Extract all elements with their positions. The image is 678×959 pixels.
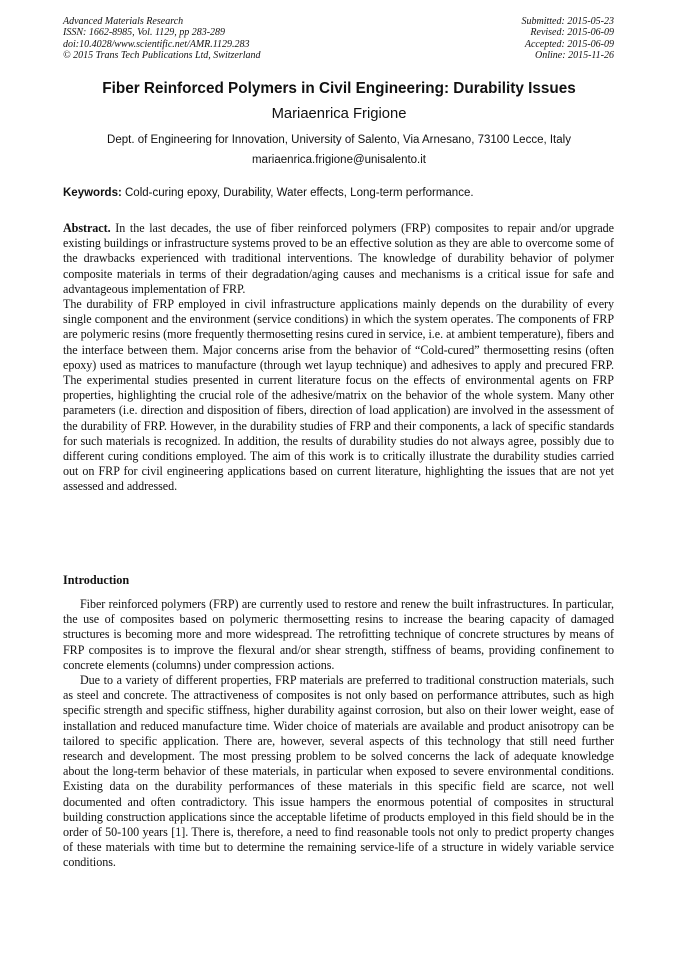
date-submitted: Submitted: 2015-05-23 (521, 16, 614, 27)
journal-info (63, 16, 261, 61)
keywords-label: Keywords: (63, 187, 122, 199)
keywords-text: Cold-curing epoxy, Durability, Water effects, Long-term performance. (121, 187, 474, 199)
keywords (63, 187, 615, 199)
journal-copyright: © 2015 Trans Tech Publications Ltd, Switzerland (63, 49, 261, 61)
date-accepted: Accepted: 2015-06-09 (524, 38, 614, 50)
date-revised: Revised: 2015-06-09 (530, 27, 614, 39)
author-email: mariaenrica.frigione@unisalento.it (251, 154, 427, 166)
author-name: Mariaenrica Frigione (271, 106, 407, 122)
submission-dates (522, 16, 615, 61)
introduction-paragraph: Due to a variety of different properties, FRP materials are preferred to traditional construction materials, such as steel and concrete. The attractiveness of composites is not only based on performance attributes, such as high specific strength and specific stiffness, higher durability against corrosion, but also on their lower weight, ease of installation and reduced manufacture time. Wider choice of materials are available and product anisotropy can be tailored to specific application. There are, however, several aspects of this technology that still need further research and development. The most pressing problem to be solved concerns the lack of adequate knowledge about the long-term behavior of these materials, in particular when exposed to severe environmental conditions. Existing data on the durability performances of these materials in this specific field are scarce, not well documented and often contradictory. This issue hampers the enormous potential of composites in structural building construction applications since the acceptable lifetime of products employed in this field should be in the order of 50-100 years [1]. There is, therefore, a need to find reasonable tools not only to predict property changes of these materials with time but to determine the remaining service-life of a structure in widely variable service conditions. (63, 673, 614, 870)
abstract (63, 221, 614, 495)
abstract-label: Abstract. (63, 221, 111, 235)
abstract-paragraph (63, 221, 614, 297)
journal-doi: doi:10.4028/www.scientific.net/AMR.1129.283 (63, 38, 250, 50)
introduction-body (63, 597, 614, 871)
section-heading-introduction: Introduction (63, 573, 130, 587)
author-affiliation: Dept. of Engineering for Innovation, University of Salento, Via Arnesano, 73100 Lecce, Italy (107, 134, 571, 146)
introduction-paragraph: Fiber reinforced polymers (FRP) are currently used to restore and renew the built infrastructures. In particular, the use of composites based on polymeric thermosetting resins to increase the bearing capacity of damaged structures is becoming more and more widespread. The retrofitting technique of concrete structures by means of FRP composites is to improve the flexural and/or shear strength, stiffness of beams, providing confinement to concrete elements (columns) under compression actions. (63, 597, 614, 672)
abstract-text: In the last decades, the use of fiber reinforced polymers (FRP) composites to repair and/or upgrade existing buildings or infrastructure systems proved to be an effective solution as they are able to overcome some of the drawbacks experienced with traditional interventions. The knowledge of durability behavior of polymer composite materials in terms of their degradation/aging causes and mechanisms is a critical issue for safe and advantageous implementation of FRP. (63, 221, 614, 296)
journal-name: Advanced Materials Research (63, 16, 184, 27)
date-online: Online: 2015-11-26 (535, 49, 614, 61)
journal-issn: ISSN: 1662-8985, Vol. 1129, pp 283-289 (63, 27, 226, 39)
paper-title: Fiber Reinforced Polymers in Civil Engineering: Durability Issues (102, 80, 576, 97)
abstract-paragraph: The durability of FRP employed in civil infrastructure applications mainly depends on the durability of every single component and the environment (service conditions) in which the system operates. The components of FRP are polymeric resins (more frequently thermosetting resins cured in service, i.e. at ambient temperature), fibers and the interface between them. Major concerns arise from the behavior of “Cold-cured” thermosetting resins (often epoxy) used as matrices to manufacture (through wet layup technique) and adhesives to apply and precured FRP. The experimental studies presented in current literature focus on the effects of environmental agents on FRP properties, highlighting the crucial role of the adhesive/matrix on the behavior of the whole system. Many other parameters (i.e. direction and disposition of fibers, direction of load application) are involved in the assessment of the durability of FRP. However, in the durability studies of FRP and their components, a lack of specific standards for such materials is recognized. In addition, the results of durability studies do not always agree, possibly due to different curing conditions employed. The aim of this work is to critically illustrate the durability studies carried out on FRP for civil engineering applications based on current literature, highlighting the issues that are not yet assessed and addressed. (63, 297, 614, 494)
